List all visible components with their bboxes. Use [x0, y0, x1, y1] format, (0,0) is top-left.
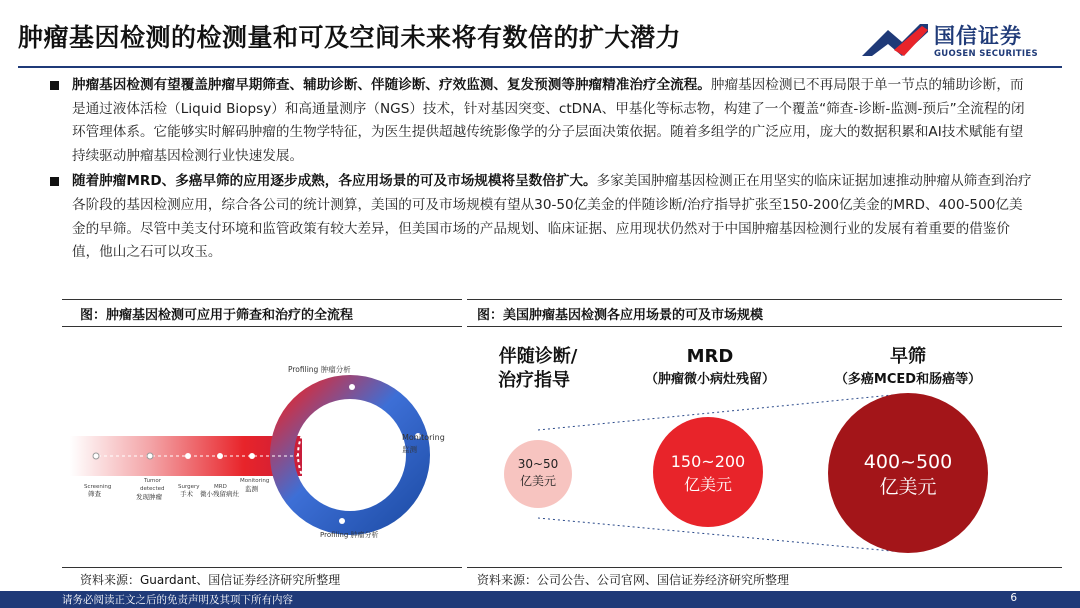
figure-left-title: 图：肿瘤基因检测可应用于筛查和治疗的全流程	[80, 308, 354, 323]
milestone-dot	[349, 384, 355, 390]
bullet-lead: 随着肿瘤MRD、多癌早筛的应用逐步成熟，各应用场景的可及市场规模将呈数倍扩大。	[72, 173, 597, 190]
scenario-1-title-line2: 治疗指导	[498, 370, 570, 391]
milestone-dot	[185, 453, 191, 459]
bullet-square-icon	[50, 177, 59, 186]
label-tumor-en-2: detected	[140, 486, 165, 492]
bullet-body: 肿瘤基因检测已不再局限于单一节点的辅助诊断，而是通过液体活检（Liquid Biopsy）和高通量测序（NGS）技术，针对基因突变、ctDNA、甲基化等标志物，构建了一个覆盖“筛查-诊断-监测-预后”全流程的闭环管理体系。它能够实时解码肿瘤的生物学特征，为医生提供超越传统影像学的分子层面决策依据。随着多组学的广泛应用，庞大的数据积累和AI技术赋能有望持续驱动肿瘤基因检测行业快速发展。	[72, 77, 1025, 164]
label-profiling-bottom: Profiling 肿瘤分析	[320, 531, 379, 539]
milestone-dot	[249, 453, 255, 459]
scenario-3-value-line1: 400~500	[863, 451, 953, 473]
figure-right-title: 图：美国肿瘤基因检测各应用场景的可及市场规模	[477, 308, 764, 323]
logo-text-cn: 国信证券	[934, 24, 1022, 48]
scenario-1-title-line1: 伴随诊断/	[498, 346, 578, 367]
figure-right-top-rule	[467, 299, 1062, 300]
scenario-3-circle	[828, 393, 988, 553]
label-surgery-cn: 手术	[180, 490, 193, 498]
logo-text-en: GUOSEN SECURITIES	[934, 49, 1038, 59]
label-surgery-en: Surgery	[178, 484, 200, 490]
scenario-2-value-line2: 亿美元	[683, 475, 733, 494]
scenario-2-subtitle: （肿瘤微小病灶残留）	[644, 372, 776, 387]
ring-dashed-inner	[298, 403, 402, 507]
scenario-1-value-line1: 30~50	[517, 457, 559, 471]
title-divider	[18, 66, 1062, 68]
bullet-square-icon	[50, 81, 59, 90]
cancer-care-flow-diagram	[62, 330, 462, 568]
bullet-list	[72, 74, 1032, 267]
figure-right-title-rule	[467, 326, 1062, 327]
figure-left-top-rule	[62, 299, 462, 300]
scenario-3-subtitle: （多癌MCED和肠癌等）	[834, 372, 982, 387]
figure-left-title-rule	[62, 326, 462, 327]
scenario-1-value-line2: 亿美元	[519, 474, 557, 488]
label-screening-cn: 筛查	[88, 490, 101, 498]
label-tumor-cn: 发现肿瘤	[136, 493, 162, 501]
label-monitoring-cn: 监测	[402, 445, 417, 454]
label-monitoring2-cn: 监测	[245, 485, 258, 493]
bullet-body: 多家美国肿瘤基因检测正在用坚实的临床证据加速推动肿瘤从筛查到治疗各阶段的基因检测应用，综合各公司的统计测算，美国的可及市场规模有望从30-50亿美金的伴随诊断/治疗指导扩张至150-200亿美金的MRD、400-500亿美金的早筛。尽管中美支付环境和监管政策有较大差异，但美国市场的产品规划、临床证据、应用现状仍然对于中国肿瘤基因检测行业的发展有着重要的借鉴价值，他山之石可以攻玉。	[72, 173, 1032, 261]
footer-disclaimer: 请务必阅读正文之后的免责声明及其项下所有内容	[62, 594, 293, 606]
bullet-item	[72, 170, 1032, 264]
footer-bar	[0, 591, 1080, 608]
label-profiling-top: Profiling 肿瘤分析	[288, 365, 351, 374]
milestone-dot	[93, 453, 99, 459]
milestone-dot	[339, 518, 345, 524]
scenario-2-value-line1: 150~200	[670, 452, 746, 471]
page-number: 6	[1010, 592, 1017, 604]
bullet-item	[72, 74, 1032, 168]
figure-left-source: 资料来源：Guardant、国信证券经济研究所整理	[80, 573, 341, 587]
milestone-dot	[147, 453, 153, 459]
label-mrd-cn: 微小残留病灶	[200, 490, 239, 498]
label-screening-en: Screening	[84, 484, 112, 490]
guosen-logo-icon	[858, 16, 932, 64]
figure-left-bottom-rule	[62, 567, 462, 568]
milestone-dot	[217, 453, 223, 459]
figure-right-bottom-rule	[467, 567, 1062, 568]
guosen-logo	[858, 16, 1068, 64]
scenario-2-circle	[653, 417, 763, 527]
monitoring-ring	[282, 387, 418, 523]
bullet-lead: 肿瘤基因检测有望覆盖肿瘤早期筛查、辅助诊断、伴随诊断、疗效监测、复发预测等肿瘤精准治疗全流程。	[72, 77, 711, 93]
label-mrd-en: MRD	[214, 484, 227, 490]
market-scale-figure	[462, 330, 1062, 568]
figure-right-source: 资料来源：公司公告、公司官网、国信证券经济研究所整理	[477, 573, 790, 587]
scenario-2-title: MRD	[686, 346, 734, 367]
label-tumor-en-1: Tumor	[144, 478, 161, 484]
label-monitoring2-en: Monitoring	[240, 478, 270, 484]
label-monitoring-en: Monitoring	[402, 433, 445, 442]
scenario-3-value-line2: 亿美元	[879, 476, 937, 498]
page-title: 肿瘤基因检测的检测量和可及空间未来将有数倍的扩大潜力	[18, 23, 682, 52]
scenario-3-title: 早筛	[890, 346, 926, 367]
